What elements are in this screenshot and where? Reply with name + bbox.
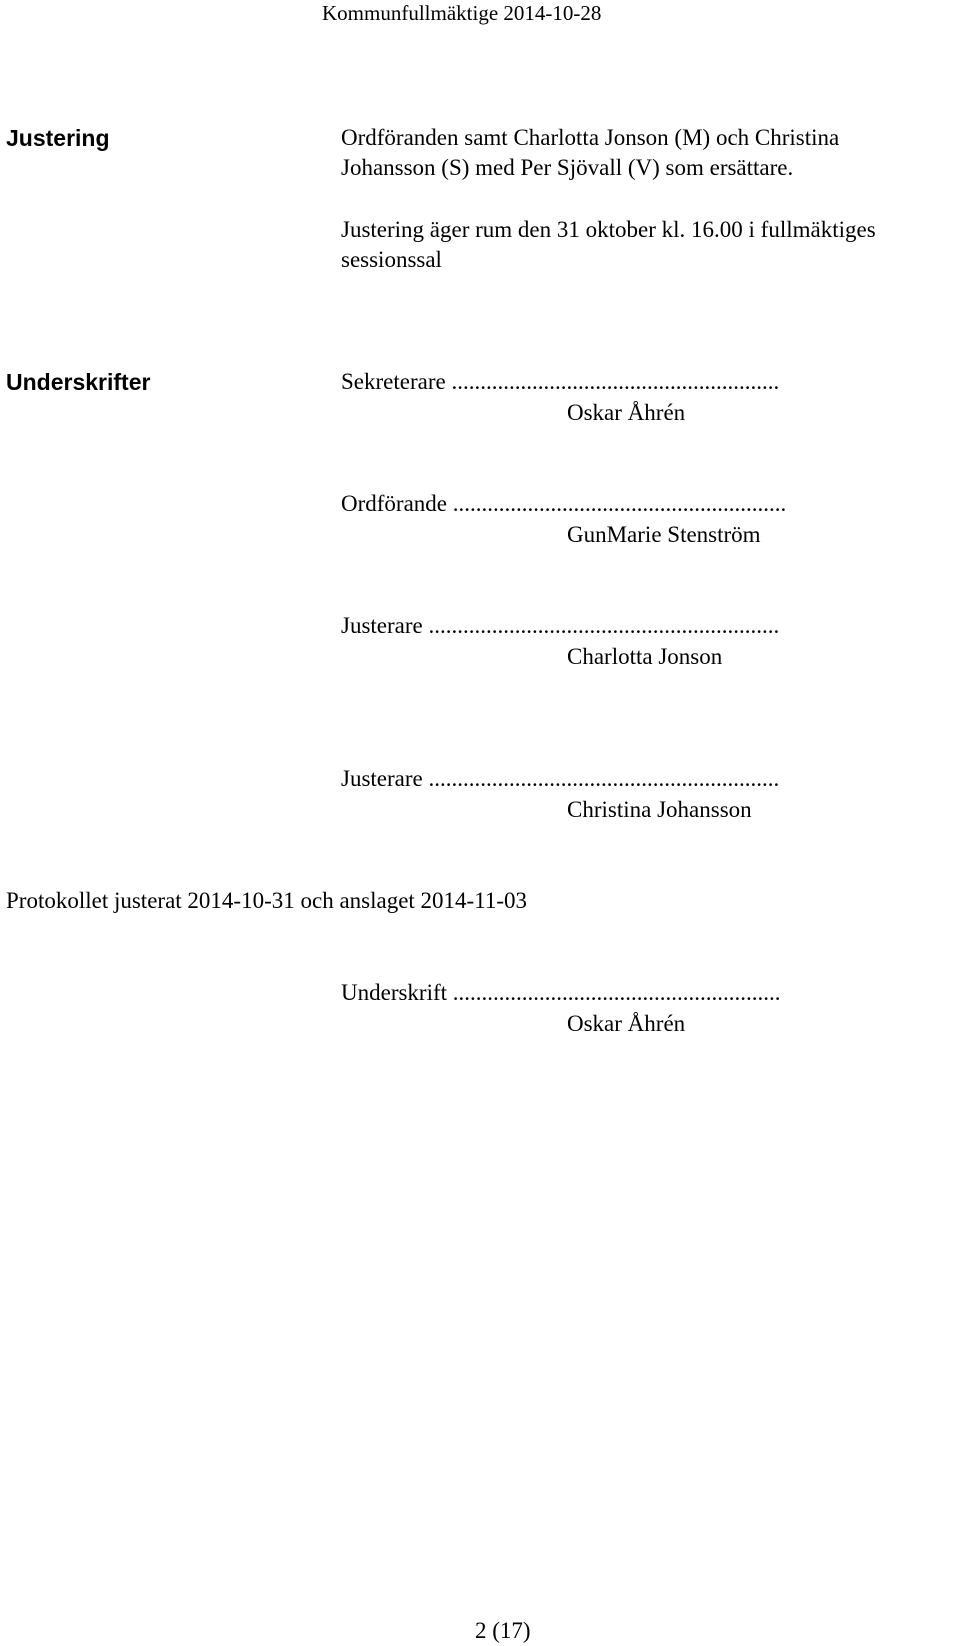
justering-line-3: Justering äger rum den 31 oktober kl. 16.00 i fullmäktiges	[341, 217, 876, 242]
justering-line-2: Johansson (S) med Per Sjövall (V) som ersättare.	[341, 155, 794, 180]
signature-line-justerare-1: Justerare .............................................................	[341, 613, 780, 638]
signature-name-justerare-1: Charlotta Jonson	[567, 644, 723, 669]
signature-line-ordforande: Ordförande ..........................................................	[341, 491, 787, 516]
signature-name-sekreterare: Oskar Åhrén	[567, 400, 686, 425]
signature-line-sekreterare: Sekreterare .........................................................	[341, 369, 780, 394]
justering-heading: Justering	[6, 125, 110, 151]
justering-line-1: Ordföranden samt Charlotta Jonson (M) och Christina	[341, 125, 840, 150]
signature-name-underskrift: Oskar Åhrén	[567, 1011, 686, 1036]
signature-line-underskrift: Underskrift .........................................................	[341, 980, 781, 1005]
signature-line-justerare-2: Justerare .............................................................	[341, 766, 780, 791]
protokoll-statement: Protokollet justerat 2014-10-31 och anslaget 2014-11-03	[6, 888, 528, 913]
page-header-title: Kommunfullmäktige 2014-10-28	[322, 1, 602, 25]
signature-name-justerare-2: Christina Johansson	[567, 797, 752, 822]
underskrifter-heading: Underskrifter	[6, 369, 151, 395]
justering-line-4: sessionssal	[341, 247, 442, 272]
page-number: 2 (17)	[475, 1618, 531, 1643]
signature-name-ordforande: GunMarie Stenström	[567, 522, 761, 547]
